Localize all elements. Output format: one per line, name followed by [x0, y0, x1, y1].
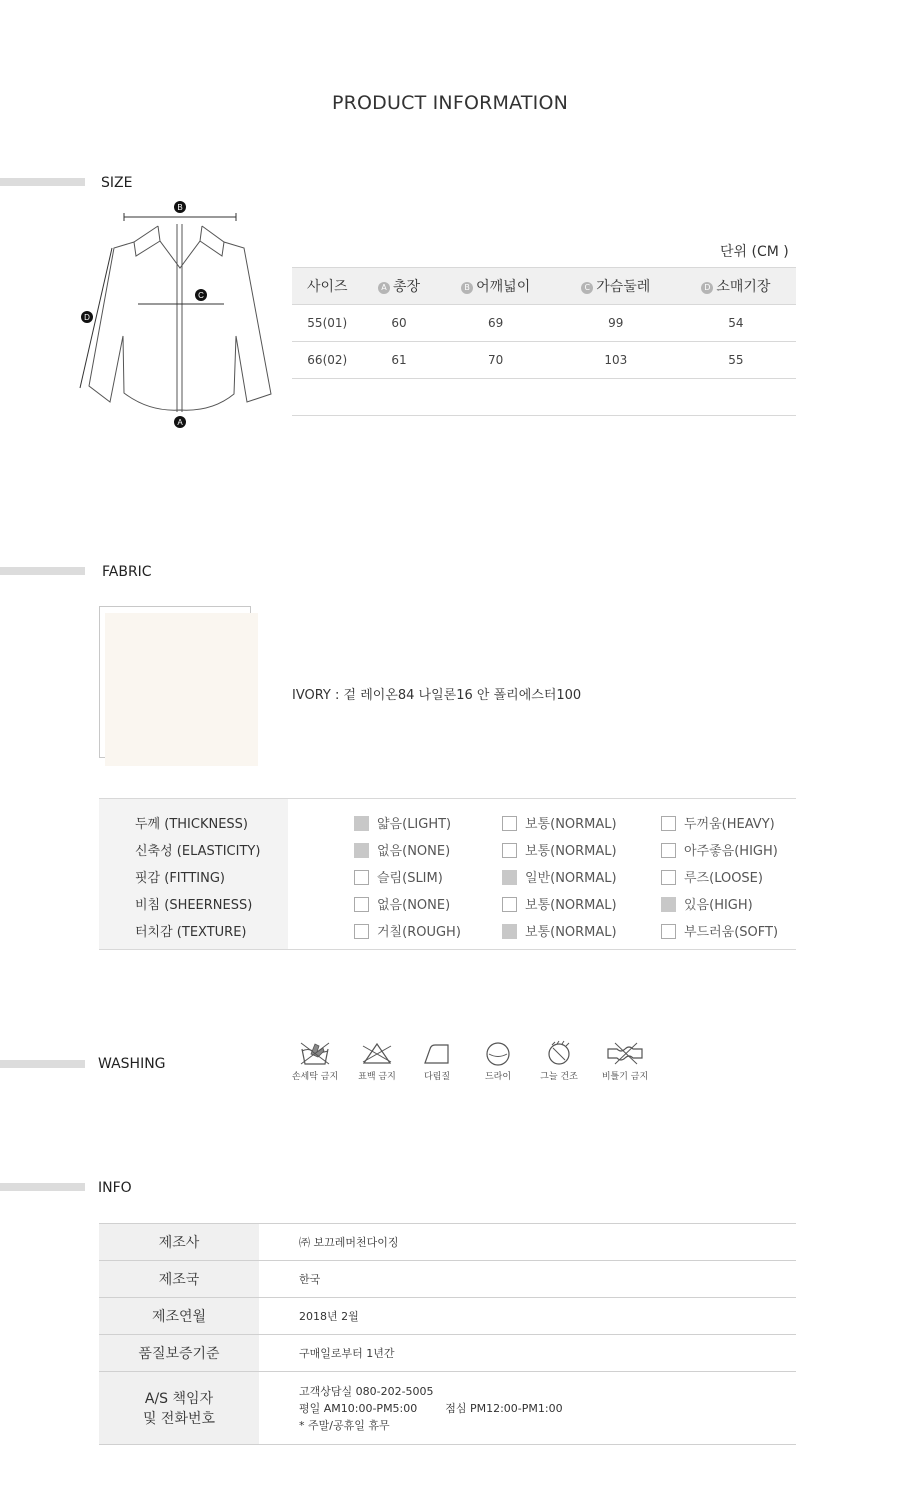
property-option: 루즈(LOOSE)	[661, 867, 763, 886]
fabric-composition: IVORY : 겉 레이온84 나일론16 안 폴리에스터100	[292, 688, 582, 703]
info-key: 품질보증기준	[99, 1335, 259, 1372]
size-table	[292, 267, 796, 416]
property-option: 슬림(SLIM)	[354, 867, 443, 886]
property-row-texture	[99, 916, 796, 943]
badge-b: B	[461, 282, 473, 294]
marker-b-letter: B	[177, 203, 183, 212]
wash-label: 그늘 건조	[540, 1072, 578, 1082]
table-cell: 55	[676, 342, 796, 379]
info-value: 한국	[259, 1261, 796, 1298]
checkbox	[661, 816, 676, 831]
size-col-header: D 소매기장	[676, 268, 796, 305]
checkbox	[354, 870, 369, 885]
table-row-empty	[292, 379, 796, 416]
property-row-thickness	[99, 808, 796, 835]
info-key-line: A/S 책임자	[144, 1391, 214, 1407]
size-col-header: 사이즈	[292, 268, 363, 305]
table-row	[99, 1298, 796, 1335]
page-title: PRODUCT INFORMATION	[331, 92, 569, 114]
table-cell: 54	[676, 305, 796, 342]
checkbox	[354, 924, 369, 939]
property-option: 얇음(LIGHT)	[354, 813, 451, 832]
section-label-washing: WASHING	[98, 1056, 166, 1072]
property-option: 보통(NORMAL)	[502, 840, 617, 859]
checkbox	[661, 843, 676, 858]
info-key: 제조연월	[99, 1298, 259, 1335]
badge-c: C	[581, 282, 593, 294]
fabric-swatch	[105, 613, 258, 766]
property-option: 부드러움(SOFT)	[661, 921, 778, 940]
info-value: 구매일로부터 1년간	[259, 1335, 796, 1372]
property-name: 비침 (SHEERNESS)	[135, 898, 253, 913]
property-option: 보통(NORMAL)	[502, 921, 617, 940]
checkbox-checked	[502, 924, 517, 939]
table-cell: 69	[436, 305, 556, 342]
table-row	[99, 1372, 796, 1445]
info-value-line: 평일 AM10:00-PM5:00 점심 PM12:00-PM1:00	[299, 1401, 563, 1415]
iron-icon	[421, 1040, 453, 1066]
info-value-line: 고객상담실 080-202-5005	[299, 1384, 434, 1398]
section-label-info: INFO	[98, 1180, 132, 1196]
property-option: 보통(NORMAL)	[502, 813, 617, 832]
table-cell: 103	[556, 342, 676, 379]
section-divider	[0, 1183, 85, 1191]
property-name: 터치감 (TEXTURE)	[135, 925, 247, 940]
checkbox	[661, 924, 676, 939]
wash-label: 표백 금지	[358, 1072, 396, 1082]
info-key-line: 및 전화번호	[142, 1411, 216, 1427]
table-cell: 55(01)	[292, 305, 363, 342]
property-option: 있음(HIGH)	[661, 894, 753, 913]
property-option: 거칠(ROUGH)	[354, 921, 461, 940]
checkbox-checked	[502, 870, 517, 885]
wash-item	[524, 1040, 594, 1082]
property-row-fitting	[99, 862, 796, 889]
info-table	[99, 1223, 796, 1445]
property-option: 아주좋음(HIGH)	[661, 840, 778, 859]
section-label-size: SIZE	[101, 175, 133, 191]
checkbox	[354, 897, 369, 912]
fabric-properties-table	[99, 798, 796, 950]
checkbox	[661, 870, 676, 885]
size-unit-label: 단위 (CM )	[720, 244, 789, 260]
checkbox-checked	[354, 843, 369, 858]
shade-dry-icon	[543, 1040, 575, 1066]
checkbox	[502, 843, 517, 858]
property-name: 두께 (THICKNESS)	[135, 817, 248, 832]
size-col-header: C 가슴둘레	[556, 268, 676, 305]
badge-d: D	[701, 282, 713, 294]
size-col-header: A 총장	[363, 268, 436, 305]
property-option: 없음(NONE)	[354, 894, 450, 913]
table-cell: 60	[363, 305, 436, 342]
wash-label: 비틀기 금지	[601, 1072, 649, 1082]
wash-label: 손세탁 금지	[291, 1072, 339, 1082]
bleach-prohibited-icon	[361, 1040, 393, 1066]
property-row-sheerness	[99, 889, 796, 916]
badge-a: A	[378, 282, 390, 294]
info-key	[99, 1372, 259, 1445]
wash-item	[463, 1040, 533, 1082]
marker-c-letter: C	[198, 291, 204, 300]
property-option: 두꺼움(HEAVY)	[661, 813, 775, 832]
property-name: 신축성 (ELASTICITY)	[135, 844, 261, 859]
table-cell: 70	[436, 342, 556, 379]
info-value	[259, 1372, 796, 1445]
info-value: ㈜ 보끄레머천다이징	[259, 1224, 796, 1261]
table-row	[99, 1261, 796, 1298]
section-divider	[0, 567, 85, 575]
wash-item	[590, 1040, 660, 1082]
info-value: 2018년 2월	[259, 1298, 796, 1335]
table-row	[99, 1335, 796, 1372]
size-table-header	[292, 268, 796, 305]
checkbox	[502, 897, 517, 912]
checkbox-checked	[354, 816, 369, 831]
wring-prohibited-icon	[605, 1040, 645, 1066]
property-option: 없음(NONE)	[354, 840, 450, 859]
table-cell: 99	[556, 305, 676, 342]
size-col-header: B 어깨넓이	[436, 268, 556, 305]
table-row	[292, 342, 796, 379]
marker-d-letter: D	[84, 313, 90, 322]
property-option: 일반(NORMAL)	[502, 867, 617, 886]
wash-item	[280, 1040, 350, 1082]
property-option: 보통(NORMAL)	[502, 894, 617, 913]
table-row	[292, 305, 796, 342]
property-row-elasticity	[99, 835, 796, 862]
table-cell: 66(02)	[292, 342, 363, 379]
garment-size-diagram	[74, 196, 284, 436]
table-cell: 61	[363, 342, 436, 379]
section-divider	[0, 178, 85, 186]
info-key: 제조사	[99, 1224, 259, 1261]
section-divider	[0, 1060, 85, 1068]
section-label-fabric: FABRIC	[102, 564, 152, 580]
table-row	[99, 1224, 796, 1261]
dry-clean-icon	[482, 1040, 514, 1066]
wash-label: 드라이	[484, 1072, 512, 1082]
info-key: 제조국	[99, 1261, 259, 1298]
wash-item	[402, 1040, 472, 1082]
property-name: 핏감 (FITTING)	[135, 871, 225, 886]
checkbox	[502, 816, 517, 831]
checkbox-checked	[661, 897, 676, 912]
wash-label: 다림질	[423, 1072, 451, 1082]
hand-wash-prohibited-icon	[299, 1040, 331, 1066]
marker-a-letter: A	[177, 418, 183, 427]
info-value-line: * 주말/공휴일 휴무	[299, 1418, 390, 1432]
